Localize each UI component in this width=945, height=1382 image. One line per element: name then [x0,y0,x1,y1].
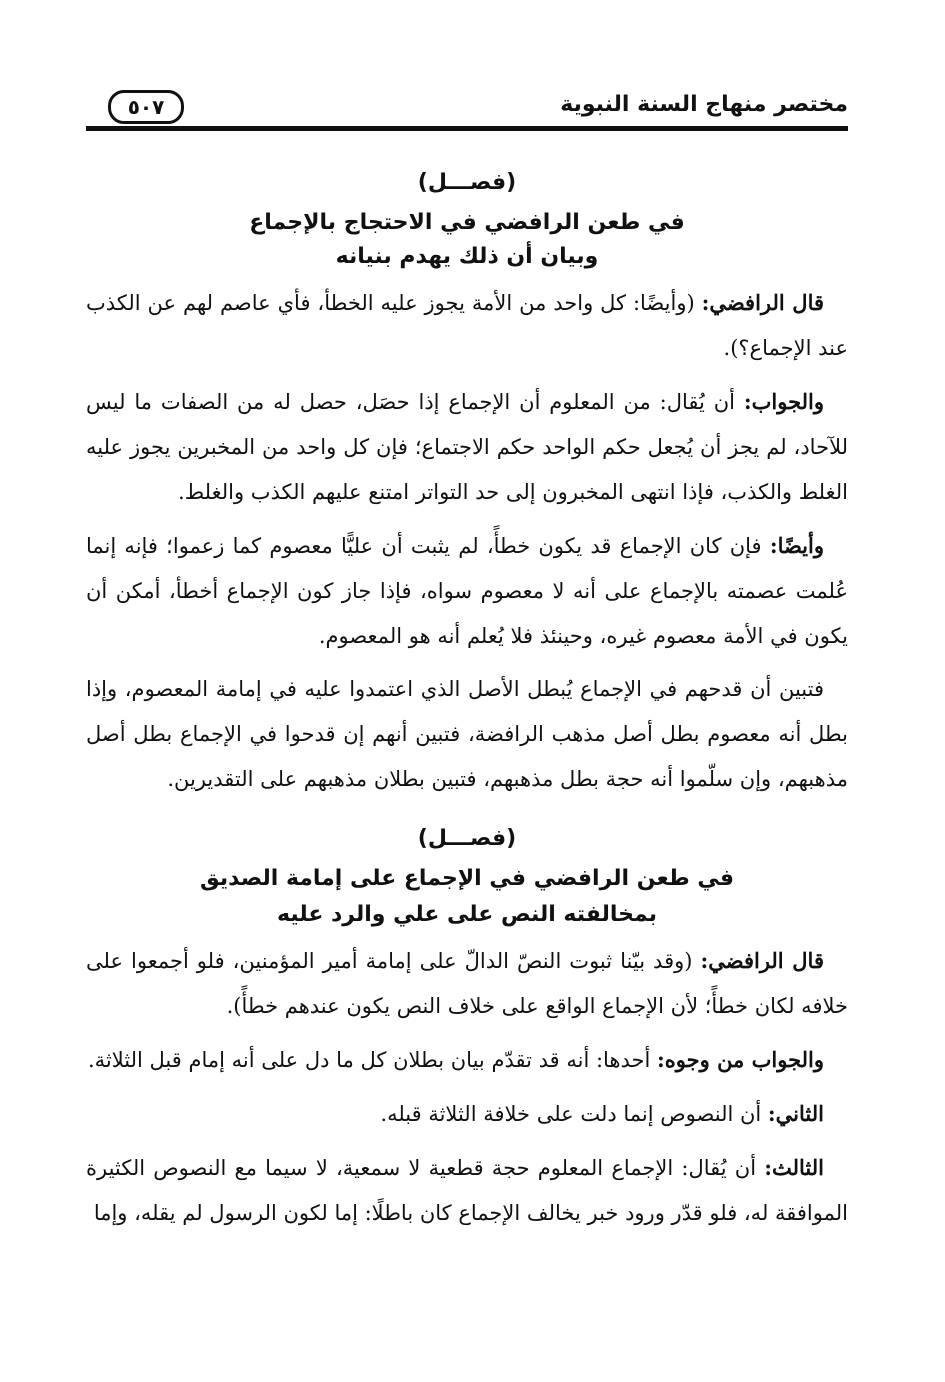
paragraph-lead: قال الرافضي: [701,290,825,315]
paragraph [86,1091,848,1137]
paragraph-text: أن يُقال: الإجماع المعلوم حجة قطعية لا سمعية، لا سيما مع النصوص الكثيرة الموافقة له، فلو قدّر ورود خبر يخالف الإجماع كان باطلًا: إما لكون الرسول لم يقله، وإما [86,1156,848,1225]
page-header [86,84,848,128]
paragraph-text: (وقد بيّنا ثبوت النصّ الدالّ على إمامة أمير المؤمنين، فلو أجمعوا على خلافه لكان خطأً؛ لأن الإجماع الواقع على خلاف النص يكون عندهم خطأً). [86,949,848,1018]
running-title: مختصر منهاج السنة النبوية [560,92,848,117]
paragraph-text: أن النصوص إنما دلت على خلافة الثلاثة قبله. [380,1102,768,1126]
paragraph-lead: والجواب من وجوه: [657,1047,824,1072]
paragraph [86,523,848,659]
paragraph-lead: قال الرافضي: [700,948,824,973]
paragraph [86,1037,848,1083]
section-label: (فصـــل) [417,170,517,195]
paragraph-lead: والجواب: [743,389,824,414]
section-heading-line1: في طعن الرافضي في الاحتجاج بالإجماع [249,210,685,235]
paragraph [86,280,848,371]
paragraph-text: (وأيضًا: كل واحد من الأمة يجوز عليه الخطأ، فأي عاصم لهم عن الكذب عند الإجماع؟). [86,291,848,360]
section-heading-line2: بمخالفته النص على علي والرد عليه [277,902,657,927]
paragraph-lead: الثالث: [764,1155,824,1180]
paragraph-lead: وأيضًا: [769,533,824,558]
page-number: ٥٠٧ [108,90,184,124]
section-heading-line1: في طعن الرافضي في الإجماع على إمامة الصديق [200,866,734,891]
section-label: (فصـــل) [417,826,517,851]
paragraph [86,938,848,1029]
section-heading-line2: وبيان أن ذلك يهدم بنيانه [335,244,599,269]
section2-body [86,938,848,1244]
paragraph-lead: الثاني: [767,1101,824,1126]
paragraph [86,1145,848,1236]
paragraph [86,379,848,515]
header-rule [86,126,848,131]
paragraph [86,667,848,802]
paragraph-text: أن يُقال: من المعلوم أن الإجماع إذا حصَل، حصل له من الصفات ما ليس للآحاد، لم يجز أن يُجعل حكم الواحد حكم الاجتماع؛ فإن كل واحد من المخبرين يجوز عليه الغلط والكذب، فإذا انتهى المخبرون إلى حد التواتر امتنع عليهم الكذب والغلط. [86,390,848,504]
paragraph-text: فإن كان الإجماع قد يكون خطأً، لم يثبت أن عليًّا معصوم كما زعموا؛ فإنه إنما عُلمت عصمته بالإجماع على أنه لا معصوم سواه، فإذا جاز كون الإجماع أخطأ، أمكن أن يكون في الأمة معصوم غيره، وحينئذ فلا يُعلم أنه هو المعصوم. [86,534,848,648]
paragraph-text: أحدها: أنه قد تقدّم بيان بطلان كل ما دل على أنه إمام قبل الثلاثة. [87,1048,658,1072]
section1-body [86,280,848,810]
paragraph-text: فتبين أن قدحهم في الإجماع يُبطل الأصل الذي اعتمدوا عليه في إمامة المعصوم، وإذا بطل أنه معصوم بطل أصل مذهب الرافضة، فتبين أنهم إن قدحوا في الإجماع بطل أصل مذهبهم، وإن سلّموا أنه حجة بطل مذهبهم، فتبين بطلان مذهبهم على التقديرين. [86,677,848,791]
